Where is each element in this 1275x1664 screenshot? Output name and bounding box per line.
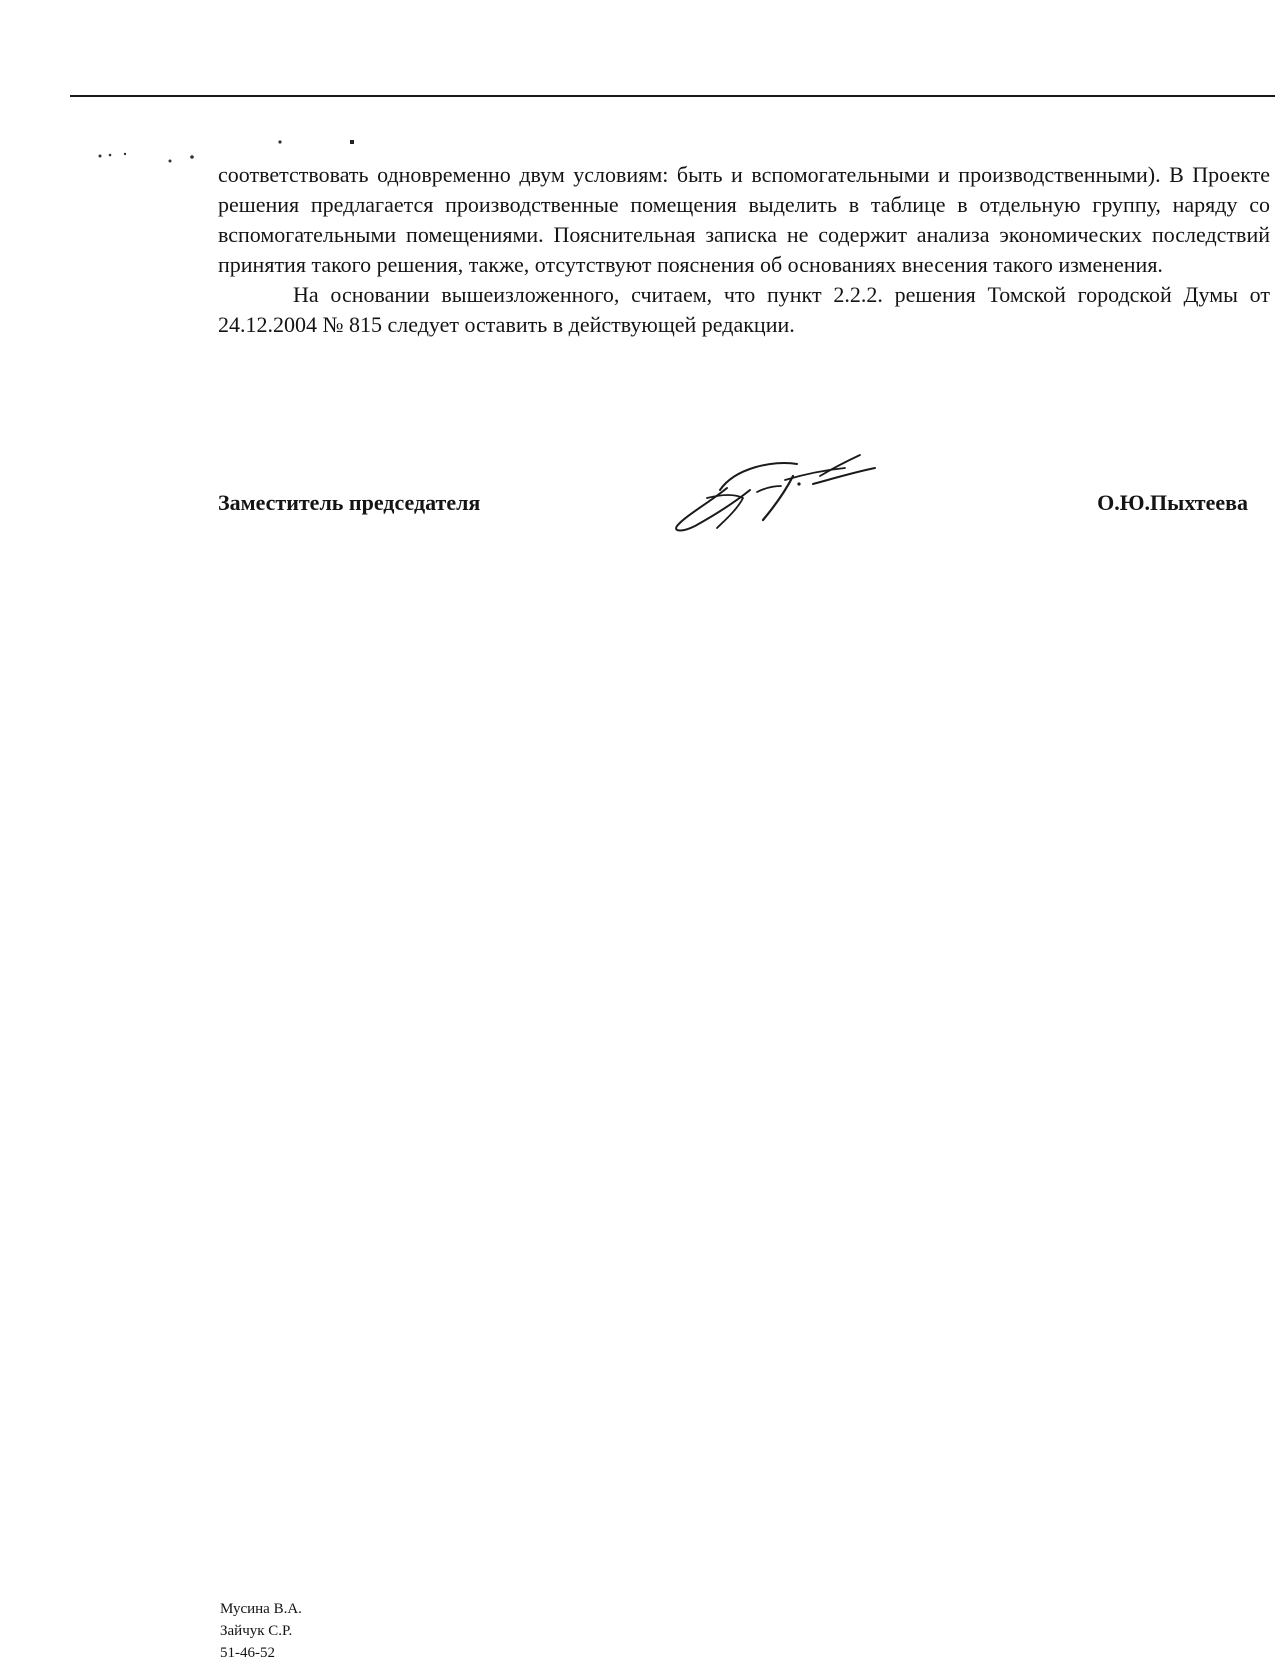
contact-line: Зайчук С.Р. bbox=[220, 1623, 293, 1639]
paragraph-conditions: соответствовать одновременно двум условиям: быть и вспомогательными и производственными). В Проекте решения предлагается производственные помещения выделить в таблице в отдельную группу, наряду со вспомогательными помещениями. Пояснительная записка не содержит анализа экономических последствий принятия такого решения, также, отсутствуют пояснения об основаниях внесения такого изменения. bbox=[218, 162, 1270, 277]
executor-contacts bbox=[220, 1598, 302, 1664]
paragraph-conclusion: На основании вышеизложенного, считаем, что пункт 2.2.2. решения Томской городской Думы от 24.12.2004 № 815 следует оставить в действующей редакции. bbox=[218, 282, 1270, 337]
letter-body bbox=[218, 160, 1270, 340]
signatory-name: О.Ю.Пыхтеева bbox=[1097, 490, 1248, 515]
handwritten-signature bbox=[665, 440, 905, 540]
contact-line: Мусина В.А. bbox=[220, 1601, 302, 1617]
signatory-title: Заместитель председателя bbox=[218, 490, 481, 515]
contact-phone: 51-46-52 bbox=[220, 1645, 275, 1661]
